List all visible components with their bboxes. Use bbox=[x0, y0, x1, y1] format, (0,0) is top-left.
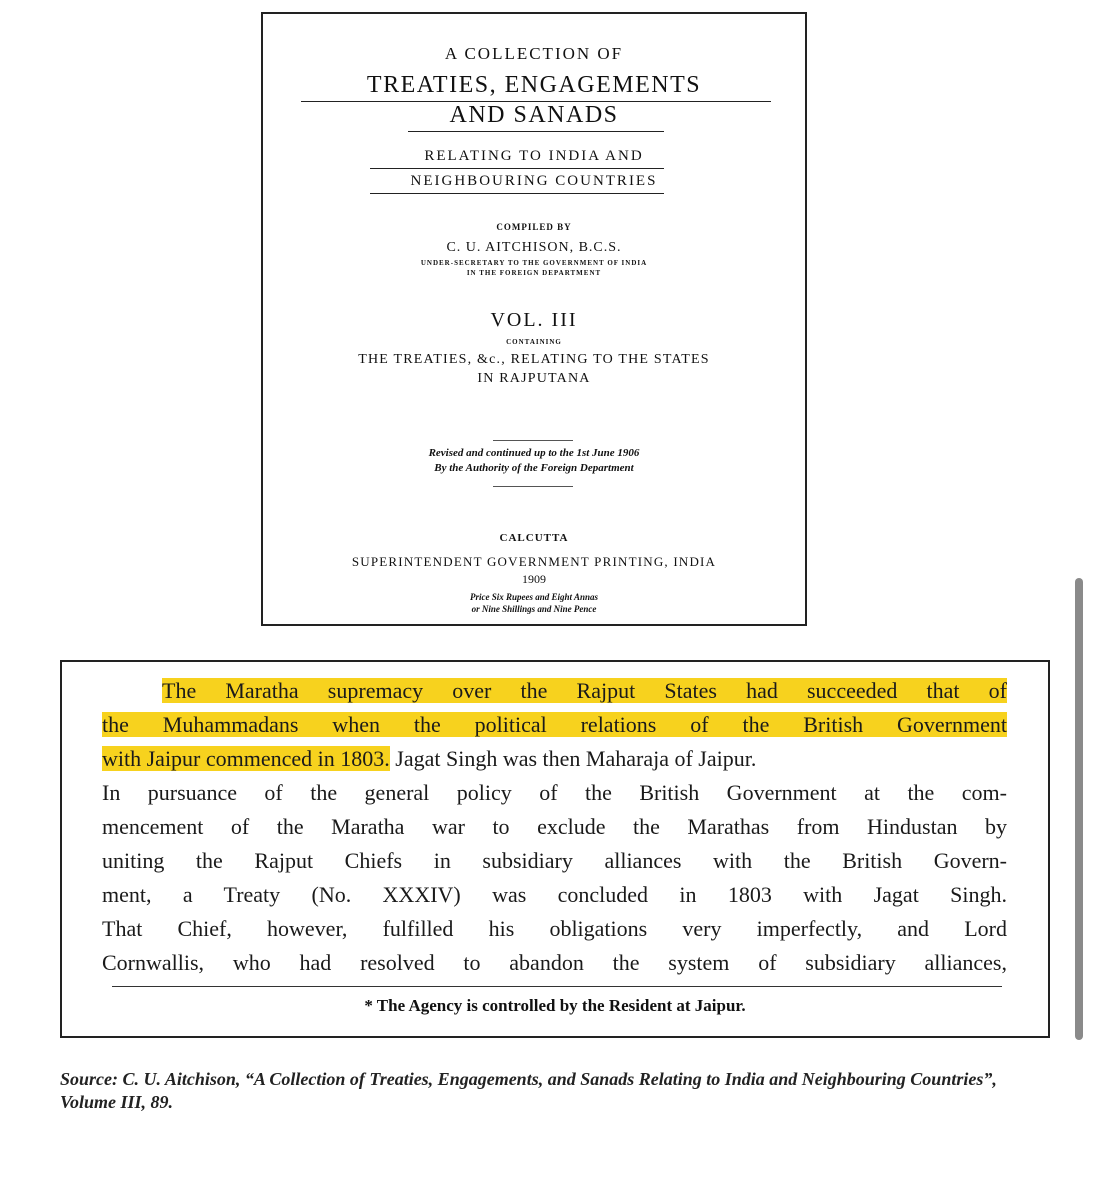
revision-note-line1: Revised and continued up to the 1st June 1906 bbox=[428, 447, 640, 459]
excerpt-line: Cornwallis, who had resolved to abandon the system of subsidiary alliances, bbox=[102, 950, 1007, 975]
containing-label: CONTAINING bbox=[506, 338, 562, 346]
excerpt-line: That Chief, however, fulfilled his obligations very imperfectly, and Lord bbox=[102, 916, 1007, 941]
compiled-by-label: COMPILED BY bbox=[496, 222, 572, 232]
divider bbox=[493, 486, 573, 487]
text-excerpt-scan bbox=[60, 660, 1050, 1038]
collection-heading: A COLLECTION OF bbox=[444, 44, 624, 63]
excerpt-line: ment, a Treaty (No. XXXIV) was concluded in 1803 with Jagat Singh. bbox=[102, 882, 1007, 907]
source-caption: Source: C. U. Aitchison, “A Collection of Treaties, Engagements, and Sanads Relating to India and Neighbouring Countries”, Volume III, 89. bbox=[60, 1069, 997, 1112]
author-title: UNDER-SECRETARY TO THE GOVERNMENT OF INDIA bbox=[420, 259, 648, 267]
footnote-divider bbox=[112, 986, 1002, 987]
main-title-line2: AND SANADS bbox=[449, 102, 619, 128]
excerpt-line bbox=[102, 742, 1007, 776]
subtitle-underline bbox=[370, 168, 664, 169]
main-title-line1: TREATIES, ENGAGEMENTS bbox=[366, 72, 702, 98]
highlighted-text: The Maratha supremacy over the Rajput States had succeeded that of bbox=[162, 678, 1007, 703]
price-line1: Price Six Rupees and Eight Annas bbox=[470, 592, 598, 602]
footnote: * The Agency is controlled by the Resident at Jaipur. bbox=[364, 996, 746, 1015]
printer: SUPERINTENDENT GOVERNMENT PRINTING, INDIA bbox=[351, 554, 717, 569]
city: CALCUTTA bbox=[499, 532, 569, 544]
title-underline bbox=[408, 131, 664, 132]
excerpt-paragraph bbox=[102, 674, 1007, 980]
author-department: IN THE FOREIGN DEPARTMENT bbox=[466, 269, 602, 277]
price-line2: or Nine Shillings and Nine Pence bbox=[471, 604, 597, 614]
volume-number: VOL. III bbox=[490, 309, 578, 331]
contents-line1: THE TREATIES, &c., RELATING TO THE STATES bbox=[358, 352, 710, 367]
highlighted-text: with Jaipur commenced in 1803. bbox=[102, 746, 390, 771]
title-page-scan bbox=[261, 12, 807, 626]
publication-year: 1909 bbox=[522, 572, 546, 586]
excerpt-line bbox=[102, 674, 1007, 708]
scrollbar[interactable] bbox=[1075, 578, 1083, 1040]
excerpt-line: mencement of the Maratha war to exclude the Marathas from Hindustan by bbox=[102, 814, 1007, 839]
divider bbox=[493, 440, 573, 441]
contents-line2: IN RAJPUTANA bbox=[477, 371, 591, 386]
excerpt-line: uniting the Rajput Chiefs in subsidiary alliances with the British Govern- bbox=[102, 848, 1007, 873]
highlighted-text: the Muhammadans when the political relations of the British Government bbox=[102, 712, 1007, 737]
subtitle-line1: RELATING TO INDIA AND bbox=[424, 148, 644, 164]
excerpt-line: In pursuance of the general policy of the British Government at the com- bbox=[102, 780, 1007, 805]
excerpt-text: Jagat Singh was then Maharaja of Jaipur. bbox=[389, 746, 757, 771]
excerpt-line bbox=[102, 708, 1007, 742]
revision-note-line2: By the Authority of the Foreign Department bbox=[434, 462, 634, 474]
subtitle-underline bbox=[370, 193, 664, 194]
subtitle-line2: NEIGHBOURING COUNTRIES bbox=[410, 173, 658, 189]
author-name: C. U. AITCHISON, B.C.S. bbox=[446, 240, 622, 255]
